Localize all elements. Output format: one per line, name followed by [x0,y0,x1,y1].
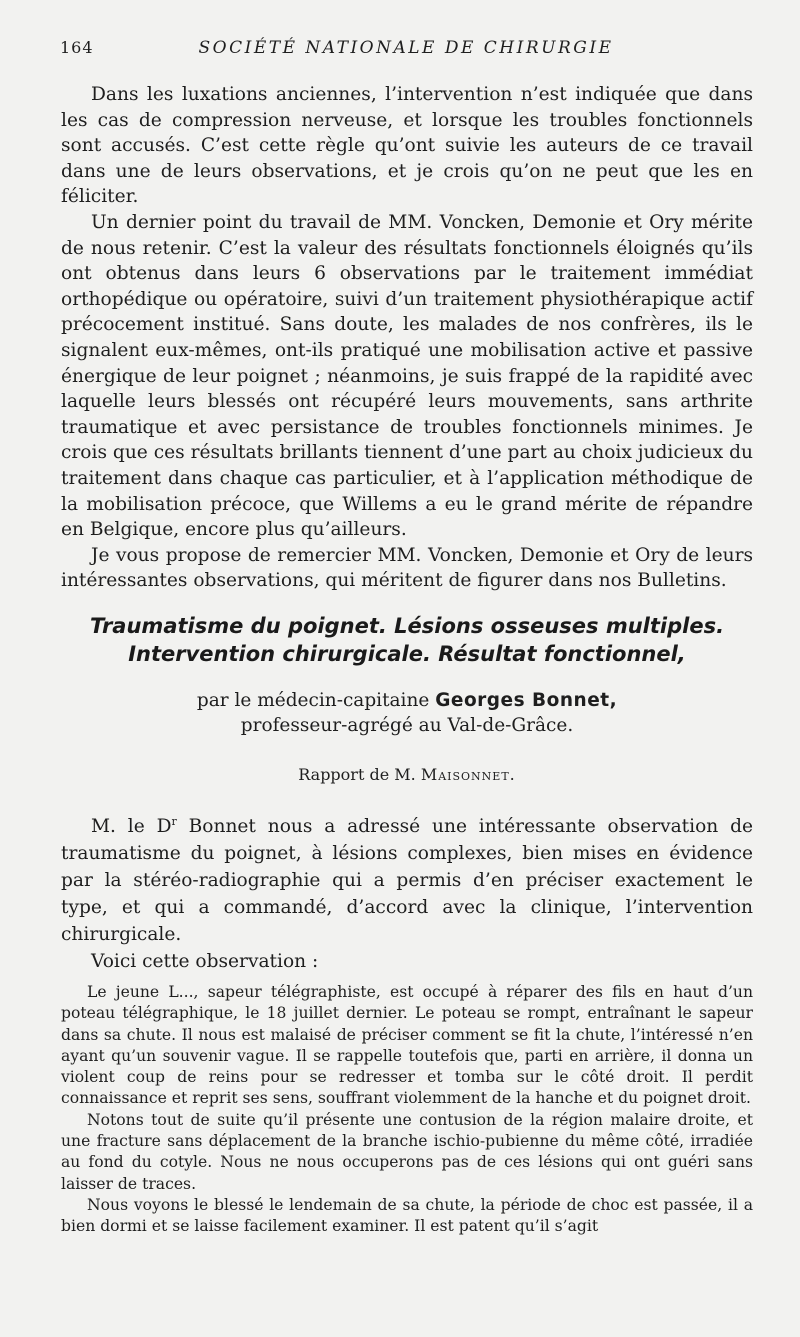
intro-rest: Bonnet nous a adressé une intéressante observation de traumatisme du poignet, à lésions complexes, bien mises en évidence par la stéréo-radiographie qui a permis d’en préciser exactement le type, et qui a commandé, d’accord avec la clinique, l’intervention chirurgicale. [61,816,753,945]
page-number: 164 [60,38,94,57]
paragraph: Je vous propose de remercier MM. Voncken, Demonie et Ory de leurs intéressantes observations, qui méritent de figurer dans nos Bulletins. [61,544,753,592]
byline-prefix: par le médecin-capitaine [196,690,430,711]
byline [61,688,753,738]
paragraph: Un dernier point du travail de MM. Voncken, Demonie et Ory mérite de nous retenir. C’est la valeur des résultats fonctionnels éloignés qu’ils ont obtenus dans leurs 6 observations par le traitement immédiat orthopédique ou opératoire, suivi d’un traitement physiothérapique actif précocement institué. Sans doute, les malades de nos confrères, ils le signalent eux-mêmes, ont-ils pratiqué une mobilisation active et passive énergique de leur poignet ; néanmoins, je suis frappé de la rapidité avec laquelle leurs blessés ont récupéré leurs mouvements, sans arthrite traumatique et avec persistance de troubles fonctionnels minimes. Je crois que ces résultats brillants tiennent d’une part au choix judicieux du traitement dans chaque cas particulier, et à l’application méthodique de la mobilisation précoce, que Willems a eu le grand mérite de répandre en Belgique, encore plus qu’ailleurs. [61,211,753,541]
article-title [61,612,753,668]
article-title-line: Traumatisme du poignet. Lésions osseuses multiples. [89,614,725,638]
intro-start: M. le D [91,816,172,837]
observation-paragraph: Notons tout de suite qu’il présente une contusion de la région malaire droite, et une fracture sans déplacement de la branche ischio-pubienne du même côté, irradiée au fond du cotyle. Nous ne nous occuperons pas de ces lésions qui ont guéri sans laisser de traces. [61,1110,753,1193]
author-title: professeur-agrégé au Val-de-Grâce. [240,715,574,736]
observation-text [61,982,753,1238]
paragraph: Dans les luxations anciennes, l’intervention n’est indiquée que dans les cas de compression nerveuse, et lorsque les troubles fonctionnels sont accusés. C’est cette règle qu’ont suivie les auteurs de ce travail dans une de leurs observations, et je crois qu’on ne peut que les en féliciter. [61,84,753,208]
intro-text [61,813,753,975]
running-title: SOCIÉTÉ NATIONALE DE CHIRURGIE [198,38,614,58]
observation-paragraph: Nous voyons le blessé le lendemain de sa chute, la période de choc est passée, il a bien dormi et se laisse facilement examiner. Il est patent qu’il s’agit [61,1195,753,1236]
report-prefix: Rapport de M. [298,765,416,784]
paragraph: Voici cette observation : [91,951,319,972]
article-title-line: Intervention chirurgicale. Résultat fonctionnel, [128,642,686,666]
author-name: Georges Bonnet, [435,690,618,711]
main-text [61,82,753,594]
page-header [60,38,752,64]
paragraph [61,813,753,948]
reporter-name: Maisonnet. [420,765,516,784]
report-line [61,765,753,784]
observation-paragraph: Le jeune L..., sapeur télégraphiste, est occupé à réparer des fils en haut d’un poteau télégraphique, le 18 juillet dernier. Le poteau se rompt, entraînant le sapeur dans sa chute. Il nous est malaisé de préciser comment se fit la chute, l’intéressé n’en ayant qu’un souvenir vague. Il se rappelle toutefois que, parti en arrière, il donna un violent coup de reins pour se redresser et tomba sur le côté droit. Il perdit connaissance et reprit ses sens, souffrant violemment de la hanche et du poignet droit. [61,983,753,1108]
superscript: r [171,814,177,828]
